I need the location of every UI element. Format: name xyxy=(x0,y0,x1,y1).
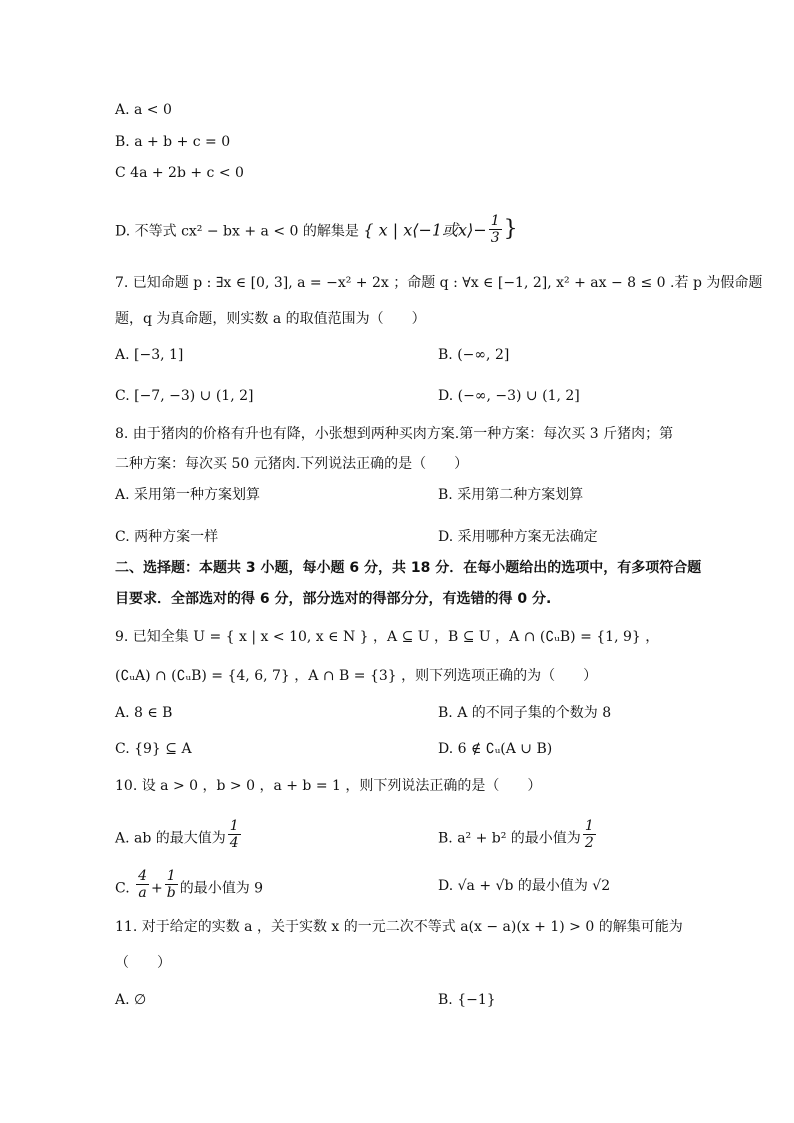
q8-option-d: D. 采用哪种方案无法确定 xyxy=(438,529,598,545)
q9-option-b: B. A 的不同子集的个数为 8 xyxy=(438,705,612,721)
q10-option-a xyxy=(115,818,243,855)
fraction-denominator: b xyxy=(166,885,176,901)
q10-option-c-fraction-1 xyxy=(136,868,149,901)
q8-stem-line2: 二种方案：每次买 50 元猪肉.下列说法正确的是（ ） xyxy=(115,456,469,472)
q6-option-d-fraction xyxy=(489,213,502,246)
q10-option-c-fraction-2 xyxy=(165,868,178,901)
q6-option-a: A. a < 0 xyxy=(115,102,172,118)
q11-option-b: B. {−1} xyxy=(438,992,496,1008)
q6-option-d-text: D. 不等式 cx² − bx + a < 0 的解集是 xyxy=(115,223,359,240)
q10-option-a-text: A. ab 的最大值为 xyxy=(115,830,226,847)
section-heading-line1: 二、选择题：本题共 3 小题，每小题 6 分，共 18 分．在每小题给出的选项中，有多项符合题 xyxy=(115,560,702,576)
q11-stem-line2: （ ） xyxy=(115,955,171,971)
q6-option-b: B. a + b + c = 0 xyxy=(115,134,231,150)
fraction-denominator: a xyxy=(138,885,147,901)
q7-stem-line2: 题，q 为真命题，则实数 a 的取值范围为（ ） xyxy=(115,311,426,327)
q8-option-a: A. 采用第一种方案划算 xyxy=(115,487,261,503)
q10-option-c-text: 的最小值为 9 xyxy=(179,880,264,897)
section-heading-line2: 目要求．全部选对的得 6 分，部分选对的得部分分，有选错的得 0 分. xyxy=(115,591,552,607)
q6-option-d-brace: } xyxy=(503,216,518,242)
q11-option-a: A. ∅ xyxy=(115,992,147,1008)
q10-option-a-fraction xyxy=(228,818,241,851)
q7-option-c: C. [−7, −3) ∪ (1, 2] xyxy=(115,388,254,404)
q10-option-b-text: B. a² + b² 的最小值为 xyxy=(438,830,581,847)
q6-option-d-set: { x | x⟨−1或x⟩− xyxy=(363,220,487,240)
q9-option-a: A. 8 ∈ B xyxy=(115,705,173,721)
q6-option-c: C 4a + 2b + c < 0 xyxy=(115,165,244,181)
q10-option-b xyxy=(438,818,598,855)
fraction-denominator: 2 xyxy=(584,835,594,851)
q7-option-a: A. [−3, 1] xyxy=(115,347,184,363)
fraction-numerator: 1 xyxy=(584,818,594,834)
q10-option-b-fraction xyxy=(583,818,596,851)
q7-option-b: B. (−∞, 2] xyxy=(438,347,510,363)
fraction-numerator: 4 xyxy=(138,868,148,884)
q9-stem-line1: 9. 已知全集 U = { x | x < 10, x ∈ N } ，A ⊆ U ，B ⊆ U ，A ∩ (∁ᵤB) = {1, 9} ， xyxy=(115,629,660,645)
q10-stem: 10. 设 a > 0 ，b > 0 ，a + b = 1 ，则下列说法正确的是（ ） xyxy=(115,778,542,794)
fraction-numerator: 1 xyxy=(166,868,176,884)
q7-option-d: D. (−∞, −3) ∪ (1, 2] xyxy=(438,388,580,404)
q9-option-d: D. 6 ∉ ∁ᵤ(A ∪ B) xyxy=(438,741,553,757)
q9-stem-line2: (∁ᵤA) ∩ (∁ᵤB) = {4, 6, 7} ，A ∩ B = {3} ，则下列选项正确的为（ ） xyxy=(115,668,598,684)
fraction-numerator: 1 xyxy=(229,818,239,834)
q8-option-c: C. 两种方案一样 xyxy=(115,529,219,545)
q8-stem-line1: 8. 由于猪肉的价格有升也有降，小张想到两种买肉方案.第一种方案：每次买 3 斤猪肉；第 xyxy=(115,426,674,442)
plus-sign: + xyxy=(151,880,163,897)
q11-stem-line1: 11. 对于给定的实数 a ，关于实数 x 的一元二次不等式 a(x − a)(x + 1) > 0 的解集可能为 xyxy=(115,919,683,935)
q9-option-c: C. {9} ⊆ A xyxy=(115,741,192,757)
q10-option-d: D. √a + √b 的最小值为 √2 xyxy=(438,878,611,894)
q10-option-c-label: C. xyxy=(115,880,130,897)
q10-option-c xyxy=(115,868,264,905)
fraction-denominator: 3 xyxy=(490,230,500,246)
q7-stem-line1: 7. 已知命题 p : ∃x ∈ [0, 3], a = −x² + 2x ；命题 q : ∀x ∈ [−1, 2], x² + ax − 8 ≤ 0 .若 p 为假命题 xyxy=(115,275,763,291)
fraction-denominator: 4 xyxy=(229,835,239,851)
q6-option-d xyxy=(115,215,518,248)
fraction-numerator: 1 xyxy=(490,213,500,229)
q8-option-b: B. 采用第二种方案划算 xyxy=(438,487,584,503)
